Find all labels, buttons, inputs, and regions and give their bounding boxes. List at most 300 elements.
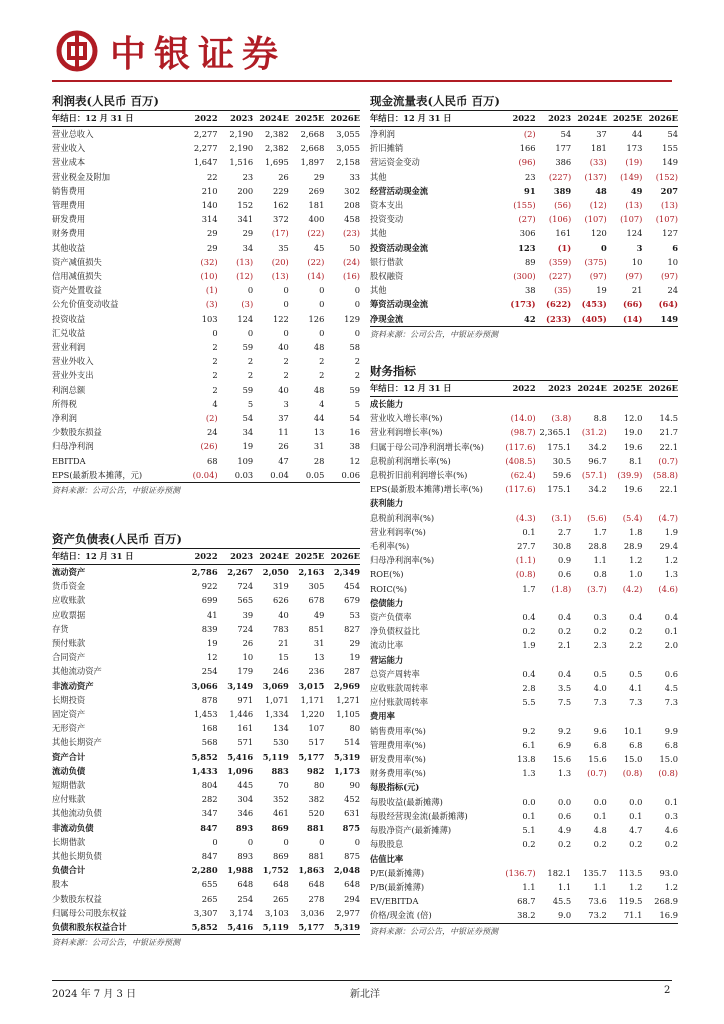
row-value: 1.2 (629, 881, 643, 892)
row-value: 155 (662, 143, 678, 154)
row-value: 3 (283, 398, 289, 409)
row-value: 268.9 (654, 896, 678, 907)
row-value: 341 (237, 214, 254, 225)
year-header: 2022 (500, 111, 536, 127)
balance-sheet (52, 530, 360, 951)
row-value (536, 780, 572, 794)
row-label: EPS(最新股本摊薄)增长率(%) (370, 484, 483, 495)
row-label: 公允价值变动收益 (52, 299, 119, 310)
row-value: (58.8) (653, 470, 678, 481)
row-value (642, 709, 678, 723)
row-value: 3,069 (262, 680, 289, 691)
year-header: 2025E (289, 111, 325, 127)
row-label: 资本支出 (370, 200, 404, 211)
row-value: 28 (313, 455, 325, 466)
row-value: 2 (247, 356, 254, 367)
row-value: 44 (631, 129, 643, 139)
row-value: (13) (236, 256, 254, 267)
row-value: 0 (283, 299, 289, 310)
row-value (536, 709, 572, 723)
row-value: 21.7 (659, 427, 678, 438)
row-value: 5,852 (191, 922, 218, 933)
row-value: 4.5 (664, 683, 678, 694)
row-value: 13.8 (517, 754, 536, 765)
row-value: 2,190 (229, 129, 254, 139)
row-value: 129 (344, 313, 360, 324)
row-value: 9.2 (522, 725, 536, 736)
row-value: 5,119 (262, 751, 289, 762)
row-value: 35 (278, 242, 289, 253)
row-value: 27.7 (517, 541, 536, 552)
report-header (52, 30, 672, 74)
table-row (370, 837, 678, 851)
row-value: 847 (201, 851, 218, 862)
row-value: (20) (271, 256, 289, 267)
row-value: 29 (313, 171, 325, 182)
row-value: 15.0 (623, 754, 643, 765)
row-label: 每股收益(最新摊薄) (370, 796, 443, 807)
row-label: 资产负债率 (370, 612, 412, 623)
row-value: 1.7 (593, 526, 607, 537)
row-value: 0.4 (522, 612, 536, 623)
row-value: 0.03 (234, 469, 254, 480)
table-row (370, 752, 678, 766)
row-value (642, 852, 678, 866)
row-value: 126 (308, 313, 325, 324)
row-value: (3.8) (551, 413, 572, 424)
row-value: 96.7 (588, 455, 607, 466)
row-value: 2.2 (629, 640, 643, 651)
row-value: (0.8) (622, 768, 643, 779)
row-value: 19 (207, 638, 218, 649)
row-value: 2,267 (227, 567, 254, 577)
row-value: 0.4 (557, 668, 572, 679)
table-row (52, 792, 360, 806)
row-label: 归母净利润 (52, 441, 94, 452)
row-label: 非流动资产 (52, 680, 94, 691)
row-label: 其他 (370, 228, 387, 239)
row-value: 847 (200, 822, 218, 833)
row-label: 货币资金 (52, 581, 86, 592)
row-value: 0.4 (629, 612, 643, 623)
row-value: 6.8 (629, 739, 643, 750)
row-value: 0.4 (664, 612, 678, 623)
row-label: 财务费用率(%) (370, 768, 426, 779)
table-row (52, 707, 360, 721)
row-label: EBITDA (52, 455, 86, 466)
footer-page: 2 (664, 985, 671, 996)
row-value: 287 (344, 666, 360, 677)
row-value: 109 (237, 455, 254, 466)
row-value: 699 (201, 595, 218, 606)
table-row (370, 454, 678, 468)
row-value: 2.3 (593, 640, 607, 651)
table-row (52, 255, 360, 269)
row-value: 12 (349, 455, 360, 466)
row-value: 0.05 (305, 469, 325, 480)
table-row (370, 482, 678, 496)
row-value: 19.0 (623, 427, 643, 438)
table-row (52, 679, 360, 693)
row-value (500, 852, 536, 866)
year-header: 2022 (500, 381, 536, 397)
row-value: 21 (278, 638, 289, 649)
row-value: 565 (237, 595, 254, 606)
row-value: 1,105 (336, 709, 360, 720)
row-value: 53 (349, 609, 360, 620)
row-value: (227) (548, 171, 572, 182)
row-value: 0 (319, 327, 325, 338)
row-value: 2.0 (664, 640, 678, 651)
cashflow-statement (370, 92, 678, 343)
row-value: 514 (344, 737, 360, 748)
row-label: 归母净利润率(%) (370, 555, 435, 566)
row-value: 869 (271, 822, 289, 833)
row-value: 0 (601, 242, 607, 253)
income-table (52, 111, 360, 482)
row-value: 31 (313, 638, 325, 649)
row-value: (96) (518, 157, 536, 168)
row-value: 346 (237, 808, 254, 819)
footer-date: 2024 年 7 月 3 日 (52, 989, 137, 1000)
row-value: 1.3 (557, 768, 572, 779)
table-row (370, 610, 678, 624)
row-value: 15.0 (659, 754, 678, 765)
table-row (370, 397, 678, 412)
row-value: 851 (308, 623, 325, 634)
row-value: 0 (354, 285, 360, 296)
row-value: 0.2 (593, 839, 607, 850)
row-value: 0 (319, 285, 325, 296)
row-value: 804 (201, 780, 218, 791)
table-row (370, 866, 678, 880)
row-value: 0.0 (629, 796, 643, 807)
row-label: 应付账款周转率 (370, 697, 429, 708)
row-value: 19 (596, 285, 607, 296)
row-label: 息税前利润率(%) (370, 512, 435, 523)
row-value: 282 (201, 794, 218, 805)
row-value: 9.0 (557, 910, 572, 921)
row-value: 135.7 (583, 867, 607, 878)
row-value: 4.6 (664, 825, 678, 836)
ratios-title: 财务指标 (370, 362, 678, 381)
row-value: 305 (308, 581, 325, 592)
row-value: 626 (272, 595, 289, 606)
row-value (571, 709, 607, 723)
row-label: 营业利润 (52, 342, 86, 353)
table-row (370, 809, 678, 823)
row-label: 估值比率 (370, 853, 404, 864)
row-value: 2,786 (191, 567, 218, 577)
row-label: 营业收入 (52, 143, 86, 154)
row-value: 54 (349, 413, 360, 424)
row-value: 2 (354, 370, 360, 381)
row-value: 39 (242, 609, 254, 620)
row-value: 0.8 (593, 569, 607, 580)
row-value: 24 (207, 427, 218, 438)
brand-name: 中银证券 (110, 34, 287, 75)
table-row (370, 226, 678, 240)
row-value: 0.4 (557, 612, 572, 623)
balance-table (52, 549, 360, 934)
row-value: 1.2 (664, 881, 678, 892)
row-value: 166 (519, 143, 536, 154)
row-value: 45 (313, 242, 325, 253)
row-label: 其他长期资产 (52, 737, 102, 748)
table-row (52, 425, 360, 439)
row-label: 流动负债 (52, 765, 86, 776)
row-label: ROE(%) (370, 569, 404, 580)
cashflow-title: 现金流量表(人民币 百万) (370, 92, 678, 111)
row-value: (27) (518, 214, 536, 225)
row-label: 折旧摊销 (370, 143, 404, 154)
row-value: (3.7) (587, 583, 607, 594)
row-value: 0 (212, 327, 218, 338)
table-row (370, 297, 678, 311)
row-value: (13) (625, 200, 643, 211)
row-value: 73.2 (588, 910, 607, 921)
table-row (52, 664, 360, 678)
row-value: 0 (247, 285, 254, 296)
table-row (370, 667, 678, 681)
row-value: 208 (344, 200, 360, 211)
row-value: 655 (201, 879, 218, 890)
row-label: 资产合计 (52, 751, 86, 762)
row-value: (3.1) (551, 512, 572, 523)
row-value: (13) (271, 271, 289, 282)
row-value: 0.0 (557, 796, 572, 807)
row-value: 103 (201, 313, 218, 324)
row-value: 678 (308, 595, 325, 606)
row-value (607, 397, 643, 412)
row-value: 12.0 (623, 413, 643, 424)
row-label: 研发费用率(%) (370, 754, 426, 765)
row-value: 9.9 (664, 725, 678, 736)
table-row (52, 141, 360, 155)
table-row (52, 198, 360, 212)
row-value (500, 596, 536, 610)
row-value: 14.5 (659, 413, 678, 424)
row-value: (66) (622, 299, 643, 310)
row-value: 5.1 (522, 825, 536, 836)
row-value: (5.6) (587, 512, 607, 523)
row-value: 6.9 (557, 739, 572, 750)
table-row (52, 863, 360, 877)
row-value: (35) (554, 285, 572, 296)
row-value: 400 (308, 214, 325, 225)
table-row (370, 155, 678, 169)
row-value: 0.6 (557, 810, 572, 821)
table-row (52, 721, 360, 735)
row-value: (1.1) (515, 555, 536, 566)
row-value: 1.1 (522, 881, 536, 892)
row-value: 2 (212, 342, 218, 353)
row-label: 管理费用率(%) (370, 739, 426, 750)
row-value (536, 596, 572, 610)
row-value: 1.0 (629, 569, 643, 580)
row-value: 3,307 (193, 907, 218, 918)
row-value: 1,096 (227, 765, 254, 776)
row-value: 107 (308, 723, 325, 734)
row-label: 信用减值损失 (52, 271, 102, 282)
row-value: 15.6 (588, 754, 607, 765)
row-value: 21 (631, 285, 643, 296)
ratios-table (370, 381, 678, 923)
table-row (370, 425, 678, 439)
row-value: (26) (200, 441, 218, 452)
row-value: 28.9 (623, 541, 643, 552)
row-label: 总资产周转率 (370, 668, 420, 679)
table-row (370, 709, 678, 723)
table-row (52, 622, 360, 636)
row-label: 财务费用 (52, 228, 86, 239)
year-header: 2025E (607, 381, 643, 397)
row-label: 经营活动现金流 (370, 185, 429, 196)
row-value: 4.1 (629, 683, 643, 694)
row-value: (300) (513, 271, 536, 282)
row-value: 389 (553, 185, 572, 196)
row-value: 29 (207, 242, 218, 253)
row-value: 29 (349, 638, 360, 649)
row-label: 汇兑收益 (52, 327, 86, 338)
row-value: 2,668 (300, 129, 325, 139)
row-label: 归属于母公司净利润增长率(%) (370, 441, 484, 452)
table-row (52, 920, 360, 934)
row-value: 16.9 (659, 910, 678, 921)
row-label: 合同资产 (52, 652, 86, 663)
row-value: 34 (242, 427, 254, 438)
row-value: 173 (626, 143, 643, 154)
row-value: 59.6 (552, 470, 572, 481)
row-value (536, 397, 572, 412)
row-label: 营业成本 (52, 157, 86, 168)
row-value: 124 (626, 228, 643, 239)
row-label: P/B(最新摊薄) (370, 881, 425, 892)
row-value: 30.5 (552, 455, 572, 466)
table-row (370, 653, 678, 667)
row-label: 每股指标(元) (370, 782, 420, 793)
row-value: 19 (349, 652, 360, 663)
row-value: 517 (308, 737, 325, 748)
row-value: (4.7) (658, 512, 678, 523)
row-value: 0.5 (593, 668, 607, 679)
row-value: 2,668 (300, 143, 325, 154)
row-label: 每股净资产(最新摊薄) (370, 825, 452, 836)
row-value: 0 (354, 327, 360, 338)
row-value: (14) (307, 271, 325, 282)
row-value: 49 (630, 185, 643, 196)
row-value: 175.1 (547, 441, 572, 452)
row-value: 254 (237, 893, 254, 904)
row-value: 0.3 (664, 810, 678, 821)
row-value: 3,066 (191, 680, 218, 691)
row-value: 9.2 (557, 725, 572, 736)
table-row (370, 795, 678, 809)
row-value: 149 (662, 157, 678, 168)
row-value: 461 (272, 808, 289, 819)
row-value: 30.8 (552, 541, 572, 552)
table-row (370, 567, 678, 581)
row-value: 10.1 (623, 725, 643, 736)
row-value: (107) (584, 214, 607, 225)
row-value: (375) (584, 256, 607, 267)
table-header-row (370, 381, 678, 397)
row-value: 2 (212, 384, 218, 395)
row-value: 724 (237, 623, 254, 634)
table-row (52, 326, 360, 340)
year-end-label: 年结日：12 月 31 日 (370, 111, 500, 127)
row-value: 0.2 (629, 626, 643, 637)
table-row (370, 908, 678, 922)
row-value: 2,158 (336, 157, 360, 168)
row-label: 流动比率 (370, 640, 404, 651)
row-value: 2,382 (265, 143, 289, 154)
row-value: 265 (201, 893, 218, 904)
row-value: (0.7) (658, 455, 678, 466)
row-value: 445 (237, 780, 254, 791)
year-header: 2025E (607, 111, 643, 127)
row-value: (107) (655, 214, 678, 225)
row-value: 26 (278, 441, 289, 452)
row-value: 2,277 (193, 129, 218, 139)
row-value: 1.9 (522, 640, 536, 651)
row-value: 7.3 (629, 697, 643, 708)
row-label: 净现金流 (370, 313, 404, 324)
row-value: 5.5 (522, 697, 536, 708)
row-value: (117.6) (505, 484, 536, 495)
row-value: (137) (584, 171, 607, 182)
row-value: 2,365.1 (539, 427, 572, 438)
year-header: 2024E (253, 549, 289, 565)
row-value: (62.4) (510, 470, 536, 481)
table-header-row (52, 111, 360, 127)
row-value: 0.2 (557, 839, 572, 850)
table-header-row (370, 111, 678, 127)
row-label: 筹资活动现金流 (370, 299, 429, 310)
footer-divider (52, 980, 672, 981)
table-row (52, 397, 360, 411)
row-value: 0.2 (664, 839, 678, 850)
table-row (52, 608, 360, 622)
row-label: 毛利率(%) (370, 541, 410, 552)
row-value: 15.6 (552, 754, 572, 765)
year-header: 2024E (253, 111, 289, 127)
table-header-row (52, 549, 360, 565)
table-row (370, 496, 678, 510)
year-header: 2022 (182, 549, 218, 565)
table-row (52, 354, 360, 368)
table-row (52, 778, 360, 792)
row-label: 每股股息 (370, 839, 404, 850)
income-source: 资料来源：公司公告，中银证券预测 (52, 482, 360, 499)
row-value: 152 (237, 200, 254, 211)
row-value: 1,988 (227, 865, 254, 876)
row-label: 应收账款 (52, 595, 86, 606)
row-label: 长期投资 (52, 694, 86, 705)
row-label: 净利润 (370, 129, 395, 139)
header-divider (52, 80, 672, 82)
row-value: 40 (278, 342, 289, 353)
row-value: 161 (555, 228, 572, 239)
table-row (370, 823, 678, 837)
balance-title: 资产负债表(人民币 百万) (52, 530, 360, 549)
row-label: 研发费用 (52, 214, 86, 225)
table-row (370, 184, 678, 198)
row-value: 23 (242, 171, 254, 182)
row-value: 306 (519, 228, 536, 239)
row-value: 38 (349, 441, 360, 452)
table-row (370, 880, 678, 894)
